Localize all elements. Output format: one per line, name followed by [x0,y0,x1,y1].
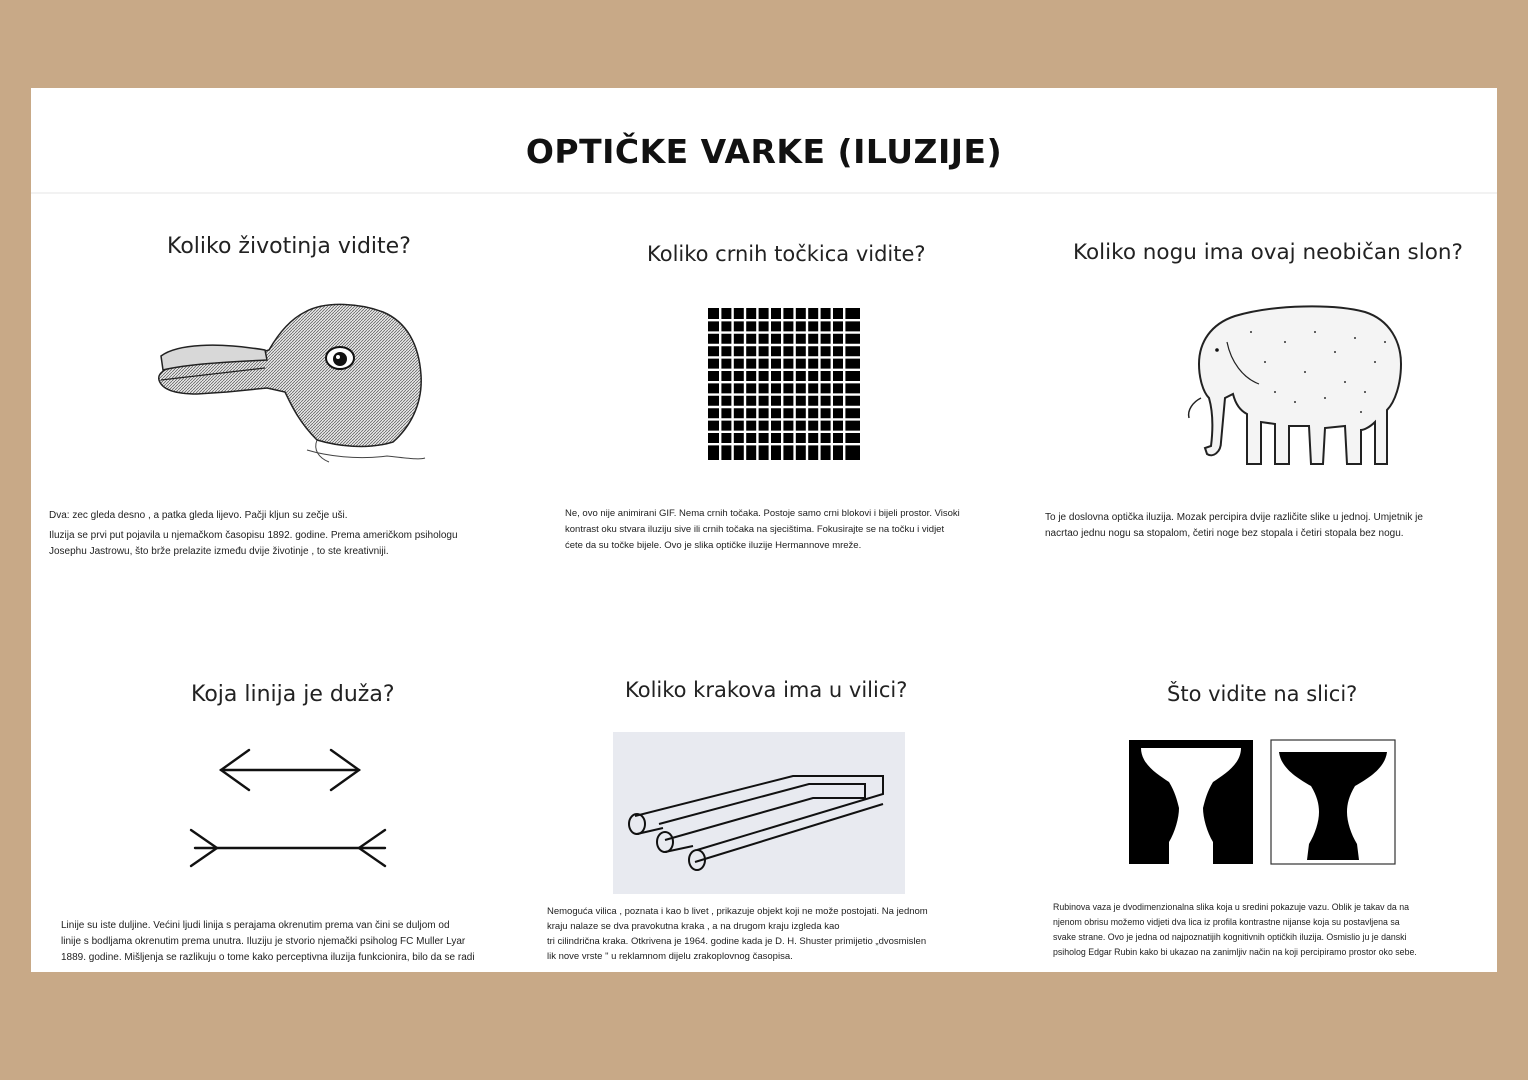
text-line: Dva: zec gleda desno , a patka gleda lijevo. Pačji kljun su zečje uši. [49,510,348,521]
text-line: linije s bodljama okrenutim prema unutra. Iluziju je stvorio njemački psiholog FC Muller Lyar [61,936,466,947]
text-line: psiholog Edgar Rubin kako bi ukazao na zanimljiv način na koji percipiramo prostor oko sebe. [1053,947,1417,957]
text-fork [547,904,987,964]
text-line: ćete da su točke bijele. Ovo je slika optičke iluzije Hermannove mreže. [565,540,862,551]
text-line: Josephu Jastrowu, što brže prelazite između dvije životinje , to ste kreativniji. [49,546,389,557]
heading-dots: Koliko crnih točkica vidite? [647,242,926,266]
text-animals [49,508,549,560]
text-vase [1053,900,1473,960]
text-line: njenom obrisu možemo vidjeti dva lica iz profila kontrastne nijanse koja su postavljena sa [1053,917,1400,927]
text-elephant [1045,510,1485,542]
muller-lyer-image [187,744,391,870]
elephant-image [1165,302,1405,468]
heading-elephant: Koliko nogu ima ovaj neobičan slon? [1073,240,1463,265]
text-line: Linije su iste duljine. Većini ljudi linija s perajama okrenutim prema van čini se duljom od [61,920,450,931]
text-line: svake strane. Ovo je jedna od najpoznatijih kognitivnih optičkih iluzija. Osmislio ju je danski [1053,932,1407,942]
text-line: Nemoguća vilica , poznata i kao b livet , prikazuje objekt koji ne može postojati. Na jednom [547,906,928,917]
title-divider [31,192,1497,194]
text-dots [565,506,1025,554]
heading-lines: Koja linija je duža? [191,682,395,707]
hermann-grid-image [708,308,860,460]
text-line: kraju nalaze se dva pravokutna kraka , a na drugom kraju izgleda kao [547,921,840,932]
text-line: Rubinova vaza je dvodimenzionalna slika koja u sredini pokazuje vazu. Oblik je takav da na [1053,902,1409,912]
page-title: OPTIČKE VARKE (ILUZIJE) [525,132,1003,171]
text-line: kontrast oku stvara iluziju sive ili crnih točaka na sjecištima. Fokusirajte se na točku i vidjet [565,524,945,535]
heading-animals: Koliko životinja vidite? [167,234,411,259]
duck-rabbit-image [157,300,427,466]
text-line: Iluzija se prvi put pojavila u njemačkom časopisu 1892. godine. Prema američkom psihologu [49,530,458,541]
rubin-vase-image [1129,738,1401,866]
slide [31,88,1497,972]
text-line: Ne, ovo nije animirani GIF. Nema crnih točaka. Postoje samo crni blokovi i bijeli prostor. Visoki [565,508,960,519]
heading-fork: Koliko krakova ima u vilici? [625,678,908,702]
text-line: nacrtao jednu nogu sa stopalom, četiri noge bez stopala i četiri stopala bez nogu. [1045,528,1404,539]
heading-vase: Što vidite na slici? [1167,682,1358,706]
text-line: 1889. godine. Mišljenja se razlikuju o tome kako perceptivna iluzija funkcionira, bilo da se radi [61,952,475,963]
text-line: To je doslovna optička iluzija. Mozak percipira dvije različite slike u jednoj. Umjetnik je [1045,512,1423,523]
text-line: lik nove vrste " u reklamnom dijelu zrakoplovnog časopisa. [547,951,793,962]
text-line: tri cilindrična kraka. Otkrivena je 1964. godine kada je D. H. Shuster primijetio „dvosmislen [547,936,927,947]
text-lines [61,918,541,966]
impossible-fork-image [613,732,905,894]
